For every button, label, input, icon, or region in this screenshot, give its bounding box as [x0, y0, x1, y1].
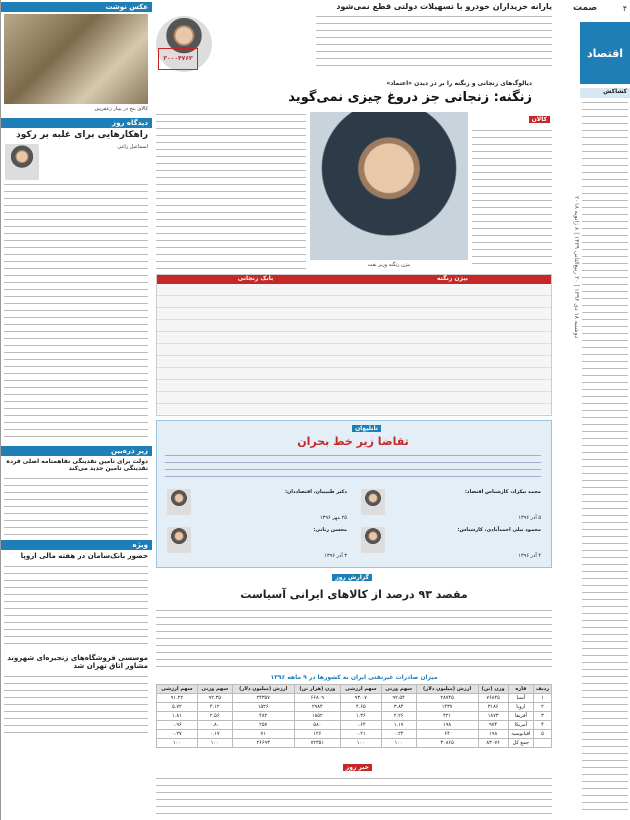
left-column — [0, 0, 152, 820]
table-cell: ۱۴۳۷ — [416, 703, 478, 712]
table-cell: ۱۸۵۲ — [294, 712, 340, 721]
table-cell: ۱۰۰ — [381, 739, 416, 748]
table-cell: ۱۰۰ — [157, 739, 198, 748]
box1-headline[interactable]: راهکارهایی برای غلبه بر رکود — [16, 130, 148, 140]
table-cell: ۲۶۶۹۳ — [232, 739, 294, 748]
table-cell: ۱۹۸ — [478, 730, 508, 739]
main-headline[interactable]: زنگنه: زنجانی جز دروغ چیزی نمی‌گوید — [288, 90, 532, 105]
box2-headline[interactable]: دولت برای تامین نقدینگی تفاهمنامه اصلی فرده نقدینگی تامین جدید می‌کند — [6, 458, 148, 472]
table-cell: ۹۲.۵۴ — [381, 694, 416, 703]
top-headline[interactable]: یارانه خریداران خودرو با تسهیلات دولتی قطع نمی‌شود — [336, 2, 552, 11]
table-cell: ۳.۸۴ — [381, 703, 416, 712]
table-cell: آفریقا — [508, 712, 533, 721]
author-avatar — [167, 489, 191, 515]
box3-text — [4, 564, 148, 650]
crisis-headline[interactable]: تقاضا زیر خط بحران — [297, 435, 409, 448]
column-heading: کشاکش — [580, 88, 630, 98]
table-cell: ۱۰۰ — [197, 739, 232, 748]
author-avatar — [361, 489, 385, 515]
newspaper-logo: صمت — [573, 3, 598, 13]
table-cell: ۳۰۸۶۵ — [416, 739, 478, 748]
box1-head: دیدگاه روز — [1, 118, 152, 128]
photo-caption: بیژن زنگنه وزیر نفت — [367, 262, 411, 268]
author-avatar — [167, 527, 191, 553]
table-cell: ۰.۹۶ — [157, 721, 198, 730]
box2-head: زیر ذره‌بین — [1, 446, 152, 456]
table-cell: ۲۴۳۵۷ — [232, 694, 294, 703]
table-row — [157, 739, 552, 748]
date-line: دوشنبه ۱۸ دی ۱۳۹۶ | ۲۰ ربیع‌الثانی ۱۴۳۹ | ۸ ژانویه ۲۰۱۸ — [573, 195, 580, 338]
footer-tab: خبر روز — [343, 764, 372, 771]
table-cell: اروپا — [508, 703, 533, 712]
crisis-tab: تابلیغ‌ان — [352, 425, 381, 432]
table-cell: ۵۸۰ — [294, 721, 340, 730]
table-cell: ۱۵۲۶ — [232, 703, 294, 712]
table-cell: ۱۰۰ — [341, 739, 382, 748]
table-cell: ۴.۶۵ — [341, 703, 382, 712]
author-avatar — [5, 144, 39, 180]
table-cell: ۰.۸۰ — [197, 721, 232, 730]
table-row — [157, 721, 552, 730]
table-cell: ۶۴ — [416, 730, 478, 739]
table-cell: ۹۳.۰۷ — [341, 694, 382, 703]
box1-text — [4, 182, 148, 442]
story-tab: کالان — [529, 116, 550, 123]
table-cell: ۲۹۸۴ — [294, 703, 340, 712]
crisis-item-1[interactable]: محمد نیکزاد، کارشناس اقتصاد: ۵ آذر ۱۳۹۶ — [361, 489, 541, 525]
left-photo — [4, 14, 148, 104]
table-cell: ۳ — [534, 712, 552, 721]
table-cell: ۰.۱۷ — [197, 730, 232, 739]
table-cell: ۳۱۸۶ — [478, 703, 508, 712]
table-cell: ۰.۲۱ — [341, 730, 382, 739]
compare-head-left: بیژن زنگنه — [354, 275, 551, 284]
table-cell: ۲ — [534, 703, 552, 712]
table-cell: ۵ — [534, 730, 552, 739]
sidebar-header — [570, 0, 630, 16]
compare-head-right: بابک زنجانی — [157, 275, 354, 284]
table-cell: ۰.۲۷ — [157, 730, 198, 739]
table-cell: ۷۶۸۴۵ — [478, 694, 508, 703]
author-avatar — [361, 527, 385, 553]
box3-head: ویژه — [1, 540, 152, 550]
table-cell: ۱.۸۱ — [157, 712, 198, 721]
table-cell: ۷۱ — [232, 730, 294, 739]
table-cell: ۱.۱۷ — [381, 721, 416, 730]
table-cell: ۲۵۷ — [232, 721, 294, 730]
table-cell: ۱۸۷۳ — [478, 712, 508, 721]
table-cell: ۶۶۸۰۹ — [294, 694, 340, 703]
box1-author: اسماعیل زاغی — [117, 144, 148, 150]
table-row — [157, 712, 552, 721]
table-cell: ۱۲۶ — [294, 730, 340, 739]
table-body — [157, 694, 552, 748]
table-row — [157, 703, 552, 712]
table-cell: ۴.۱۲ — [197, 703, 232, 712]
box3-headline[interactable]: حضور بانک‌سامان در هفته مالی اروپا — [20, 552, 148, 560]
page-number: ۴ — [622, 3, 627, 13]
crisis-item-3[interactable]: محمود نیلی احمدآبادی، کارشناس: ۴ آذر ۱۳۹۶ — [361, 527, 541, 563]
main-story-text-right — [472, 128, 552, 270]
report-tab: گزارش روز — [332, 574, 372, 581]
photo-box-head: عکس نوشت — [1, 2, 152, 12]
box4-headline[interactable]: موسسی فروشگاه‌های زنجیره‌ای شهروند مشاور اتاق تهران شد — [7, 654, 148, 670]
report-text — [156, 608, 552, 670]
table-cell: ۰.۶۴ — [341, 721, 382, 730]
sms-box: ۳۰۰۰۴۷۶۳ — [158, 48, 198, 70]
table-cell: ۱.۳۶ — [341, 712, 382, 721]
table-cell: ۹۷۴ — [478, 721, 508, 730]
report-table-title: میزان صادرات غیرنفتی ایران به کشورها در ۹ ماهه ۱۳۹۶ — [270, 674, 438, 681]
report-headline[interactable]: مقصد ۹۳ درصد از کالاهای ایرانی آسیاست — [240, 588, 468, 601]
table-cell: ۰.۲۴ — [381, 730, 416, 739]
table-cell: جمع کل — [508, 739, 533, 748]
table-cell: ۹۲.۳۵ — [197, 694, 232, 703]
table-cell: ۹۱.۲۲ — [157, 694, 198, 703]
table-cell: ۴۸۲ — [232, 712, 294, 721]
box4-text — [4, 674, 148, 734]
box2-text — [4, 476, 148, 536]
export-table — [156, 684, 552, 748]
crisis-item-4[interactable]: محسن رنانی: ۳ آذر ۱۳۹۶ — [167, 527, 347, 563]
main-story-text-left — [156, 112, 306, 270]
table-cell: آسیا — [508, 694, 533, 703]
table-row — [157, 694, 552, 703]
table-cell: آمریکا — [508, 721, 533, 730]
footer-text — [156, 776, 552, 818]
crisis-box — [156, 420, 552, 568]
table-cell: ۴ — [534, 721, 552, 730]
table-cell: ۱ — [534, 694, 552, 703]
section-title: اقتصاد — [580, 22, 630, 84]
sidebar-column-text — [582, 100, 628, 810]
table-cell: ۴۲۱ — [416, 712, 478, 721]
table-cell: ۸۳۰۷۶ — [478, 739, 508, 748]
crisis-item-2[interactable]: دکتر طبیبیان، اقتصاددان: ۲۵ مهر ۱۳۹۶ — [167, 489, 347, 525]
table-cell: ۱۹۸ — [416, 721, 478, 730]
table-cell: ۲.۵۶ — [197, 712, 232, 721]
section-sidebar — [570, 0, 630, 820]
compare-table-body — [157, 284, 551, 414]
table-cell: اقیانوسیه — [508, 730, 533, 739]
table-cell: ۷۲۳۵۱ — [294, 739, 340, 748]
crisis-intro — [165, 453, 541, 481]
table-header-row: ردیف قاره وزن (تن) ارزش (میلیون دلار) سهم وزنی سهم ارزشی وزن (هزار تن) ارزش (میلیون دلار) سهم وزنی سهم ارزشی — [157, 685, 552, 694]
table-cell: ۵.۷۲ — [157, 703, 198, 712]
story-kicker: دیالوگ‌های زنجانی و زنگنه را بر در دیدن «اعتماد» — [386, 80, 532, 87]
main-content — [156, 0, 552, 820]
left-photo-caption: کالای بنج در بیبار زعفریین — [94, 106, 148, 112]
zangeneh-photo — [310, 112, 468, 260]
table-cell: ۲.۲۶ — [381, 712, 416, 721]
table-cell — [534, 739, 552, 748]
compare-table — [156, 274, 552, 416]
top-story-text — [316, 14, 552, 72]
table-row — [157, 730, 552, 739]
table-cell: ۲۸۷۴۵ — [416, 694, 478, 703]
